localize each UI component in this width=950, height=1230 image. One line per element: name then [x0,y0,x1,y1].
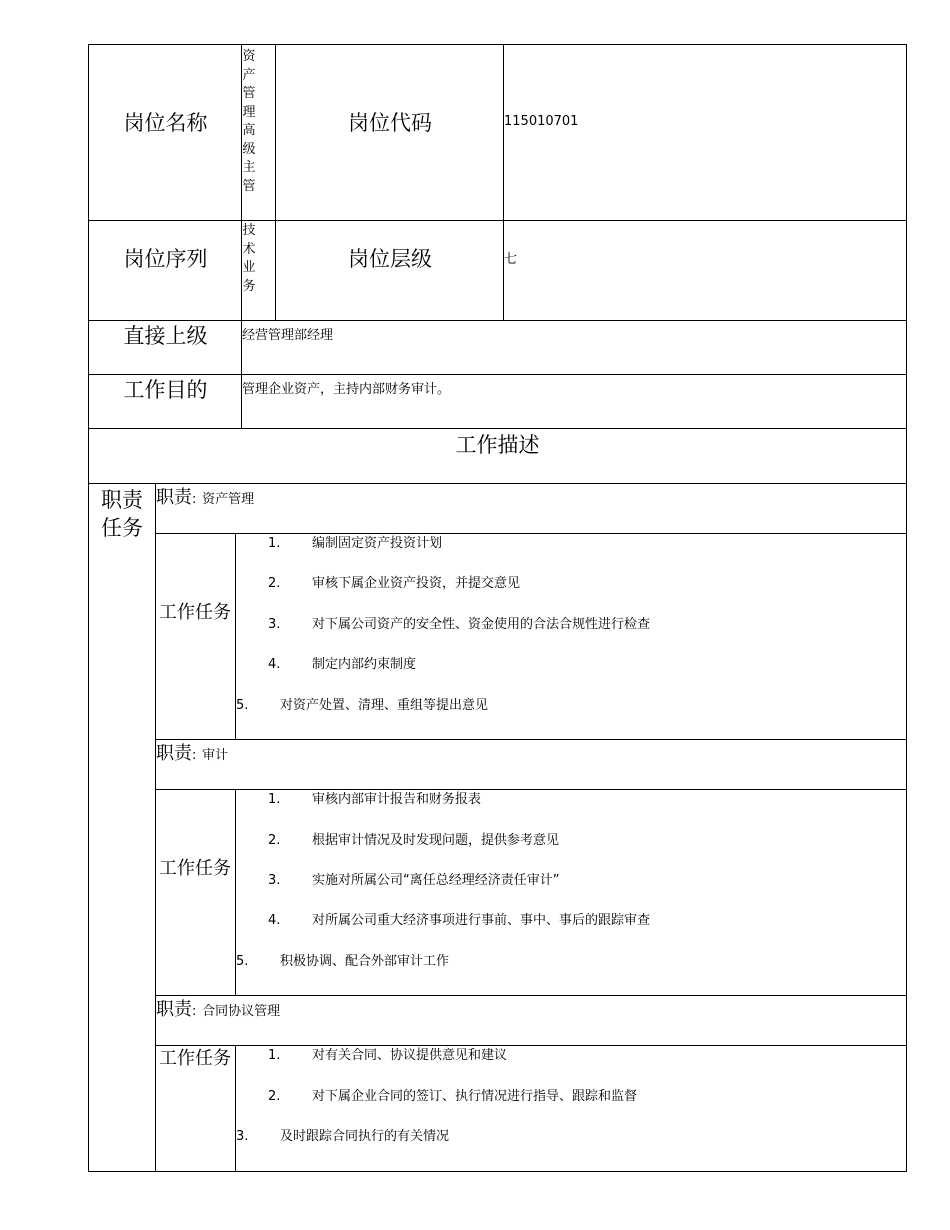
task-column-label: 工作任务 [159,858,231,879]
task-text: 编制固定资产投资计划 [312,536,443,551]
task-number: 1. [268,1048,281,1063]
task-text: 根据审计情况及时发现问题，提供参考意见 [312,833,560,848]
post-name-value: 资产管理高级主管 [242,49,256,194]
duty-prefix: 职责 [156,487,192,508]
col-divider [503,44,504,320]
task-text: 实施对所属公司“离任总经理经济责任审计” [312,873,560,888]
duty-colon: : [192,1004,197,1019]
row-divider [88,374,907,375]
task-item [268,832,559,850]
task-item [236,697,488,715]
task-number: 4. [268,913,281,928]
task-column-label: 工作任务 [159,602,231,623]
task-number: 2. [268,576,281,591]
row-divider [88,320,907,321]
task-item [268,616,650,634]
duty-heading [156,742,228,768]
task-number: 2. [268,1089,281,1104]
col-divider [275,44,276,320]
purpose-value: 管理企业资产，主持内部财务审计。 [242,382,451,397]
task-item [268,912,650,930]
purpose-label: 工作目的 [123,378,208,402]
task-text: 审核内部审计报告和财务报表 [312,792,482,807]
superior-value: 经营管理部经理 [242,328,334,343]
duty-heading [156,486,254,512]
description-title: 工作描述 [455,433,540,457]
row-divider [88,428,907,429]
post-code-label: 岗位代码 [348,111,432,135]
row-divider [155,1045,907,1046]
task-text: 对所属公司重大经济事项进行事前、事中、事后的跟踪审查 [312,913,651,928]
col-divider [235,1045,236,1172]
task-number: 3. [236,1129,249,1144]
task-text: 积极协调、配合外部审计工作 [280,954,450,969]
task-text: 审核下属企业资产投资，并提交意见 [312,576,521,591]
duty-name: 审计 [202,748,229,763]
row-divider [155,995,907,996]
task-text: 对资产处置、清理、重组等提出意见 [280,698,489,713]
task-text: 及时跟踪合同执行的有关情况 [280,1129,450,1144]
task-number: 3. [268,873,281,888]
task-number: 5. [236,698,249,713]
task-item [268,1088,637,1106]
row-divider [155,789,907,790]
post-level-value: 七 [504,252,518,267]
duty-colon: : [192,748,197,763]
duty-name: 资产管理 [202,492,255,507]
duty-colon: : [192,492,197,507]
task-item [268,872,559,890]
row-divider [88,483,907,484]
task-item [268,1047,507,1065]
duty-prefix: 职责 [156,743,192,764]
task-number: 2. [268,833,281,848]
task-item [236,953,449,971]
post-level-label: 岗位层级 [348,247,432,271]
task-text: 对下属公司资产的安全性、资金使用的合法合规性进行检查 [312,617,651,632]
task-text: 对下属企业合同的签订、执行情况进行指导、跟踪和监督 [312,1089,638,1104]
superior-label: 直接上级 [123,324,208,348]
task-item [268,535,442,553]
post-series-label: 岗位序列 [123,247,208,271]
post-series-value: 技术业务 [242,223,256,294]
duty-column-label: 职责任务 [101,488,143,540]
row-divider [155,739,907,740]
task-text: 对有关合同、协议提供意见和建议 [312,1048,508,1063]
duty-prefix: 职责 [156,999,192,1020]
duty-name: 合同协议管理 [202,1004,281,1019]
task-item [236,1128,449,1146]
col-divider [155,483,156,1172]
post-name-label: 岗位名称 [123,111,208,135]
task-item [268,575,520,593]
task-number: 3. [268,617,281,632]
task-number: 1. [268,792,281,807]
post-code-value: 115010701 [504,114,579,129]
task-item [268,791,481,809]
duty-heading [156,998,280,1024]
task-number: 1. [268,536,281,551]
row-divider [88,220,907,221]
task-column-label: 工作任务 [159,1048,231,1069]
task-number: 5. [236,954,249,969]
row-divider [155,533,907,534]
task-number: 4. [268,657,281,672]
task-text: 制定内部约束制度 [312,657,417,672]
task-item [268,656,416,674]
